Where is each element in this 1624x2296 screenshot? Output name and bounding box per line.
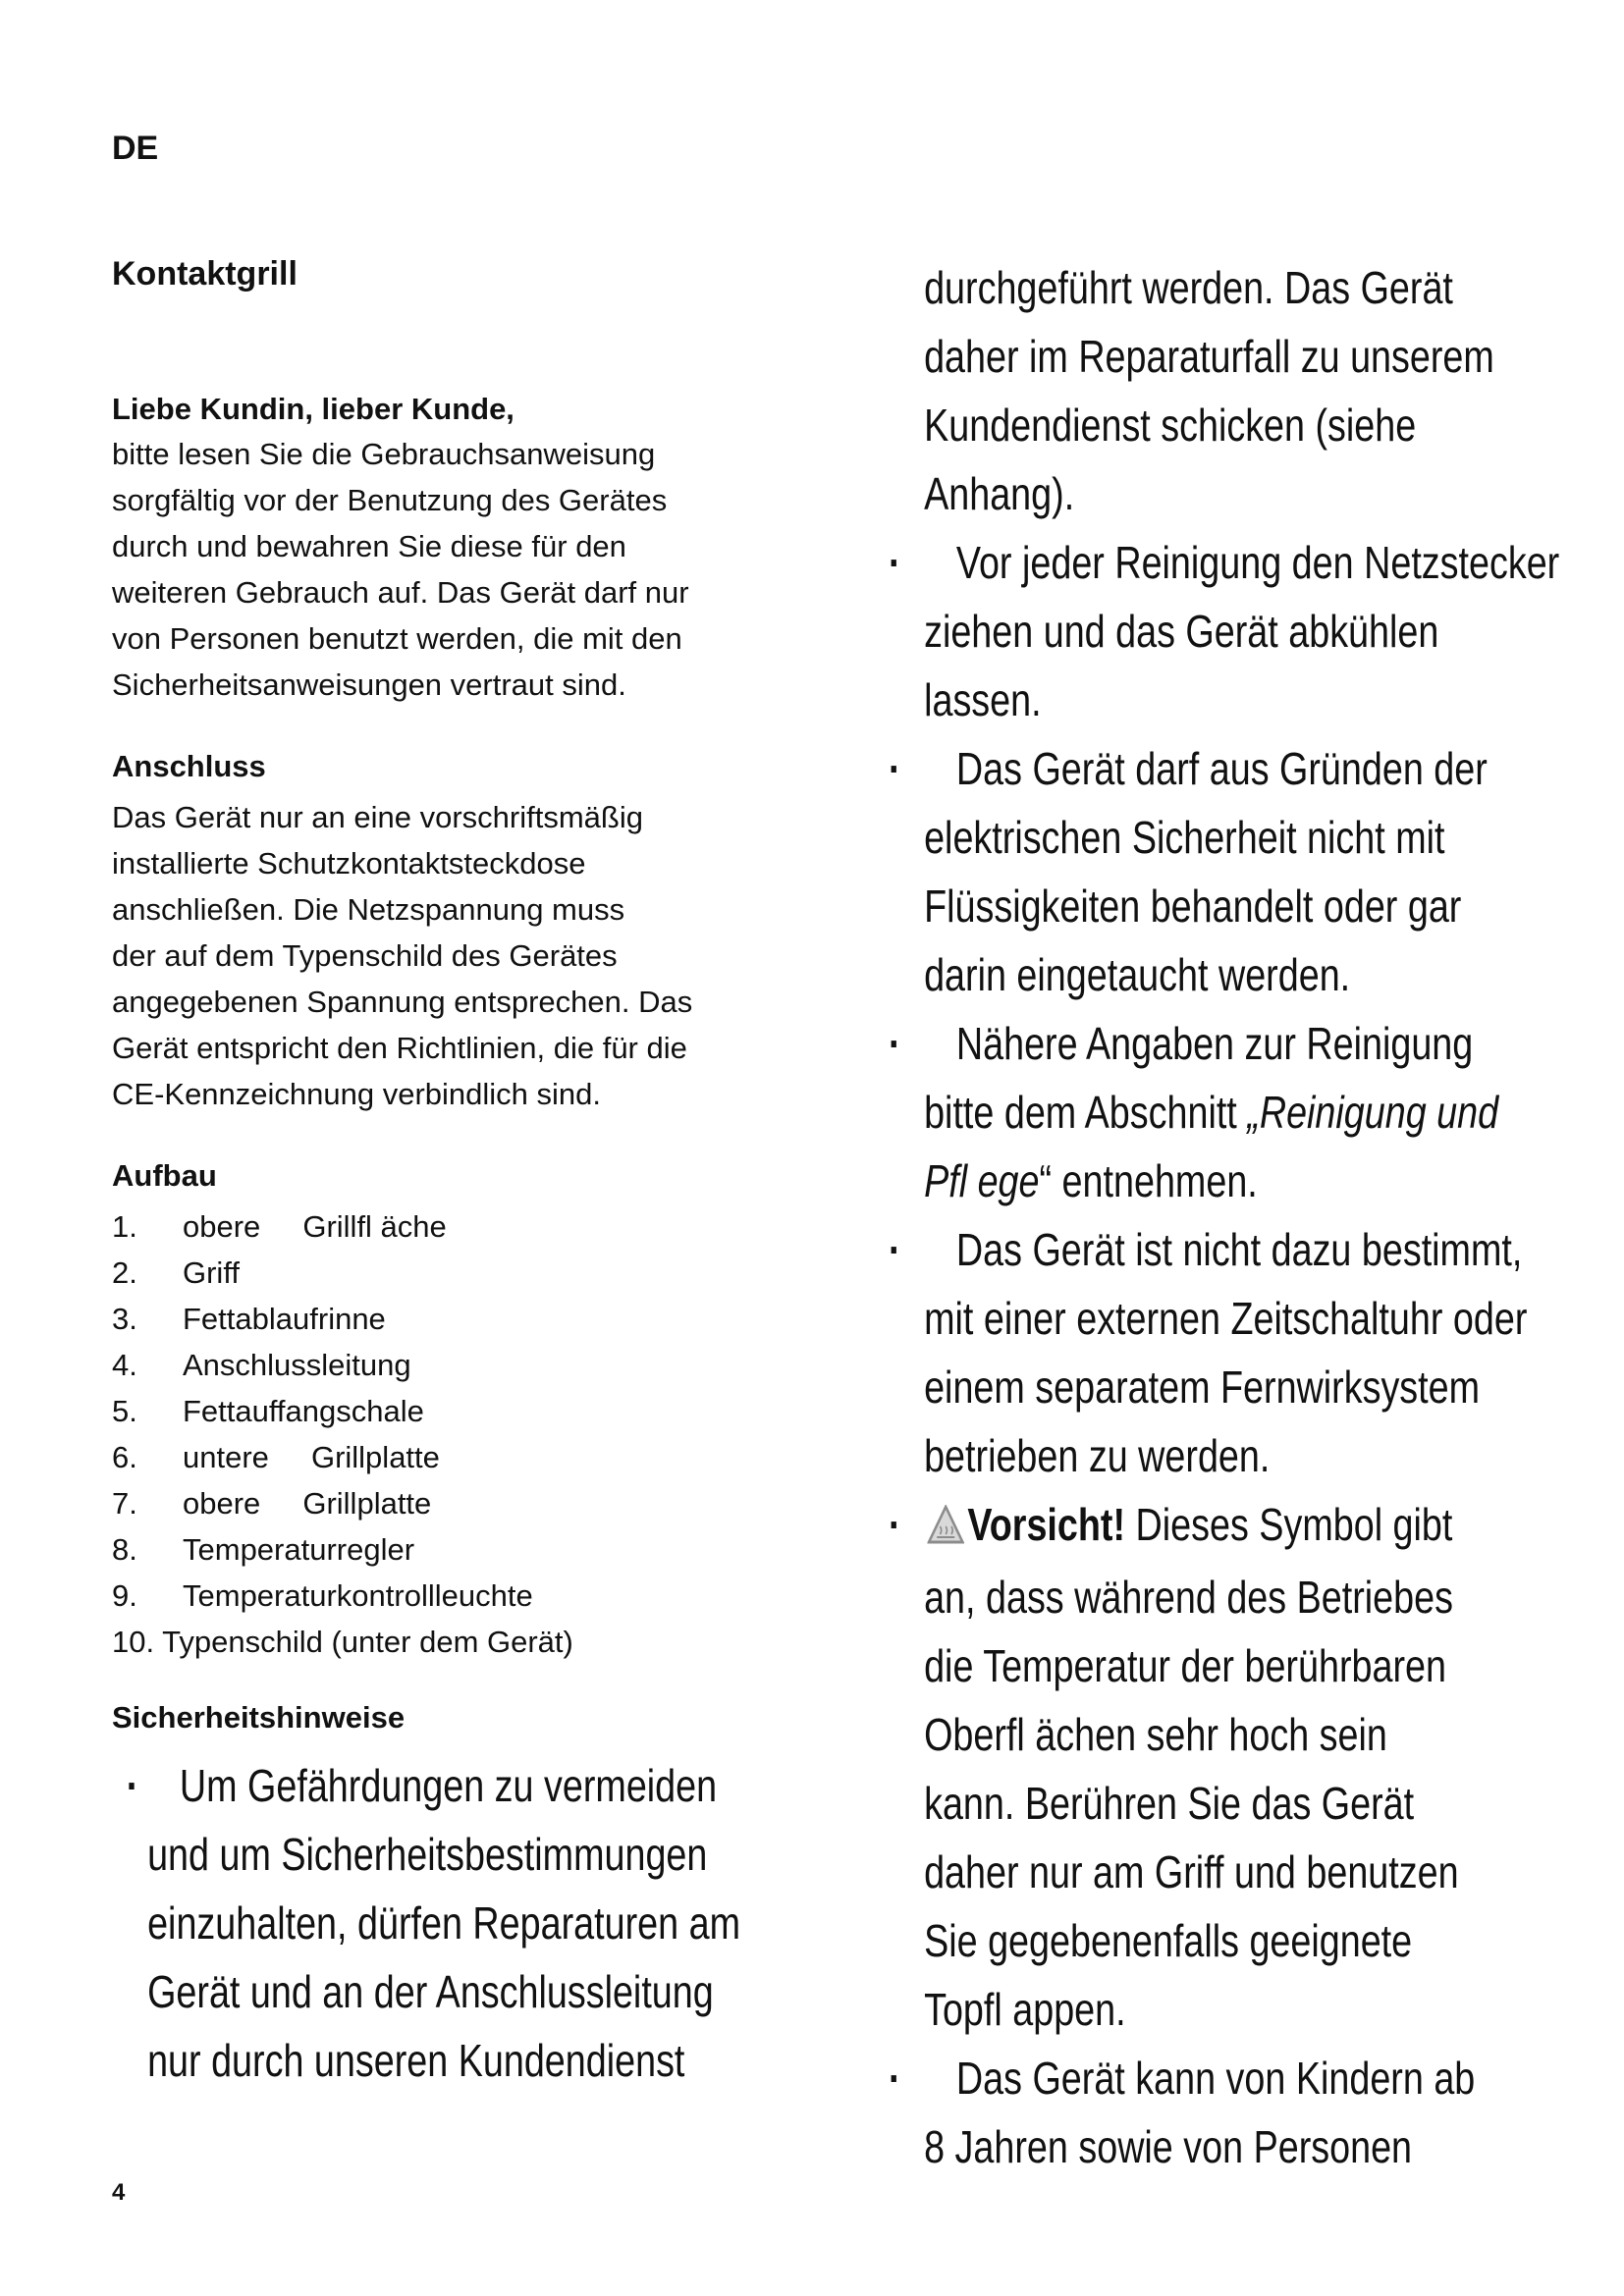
safety-line: Um Gefährdungen zu vermeiden [179,1760,718,1811]
item-text: obere Grillfl äche [183,1209,447,1244]
safety-line: elektrischen Sicherheit nicht mit [924,812,1445,863]
safety-line: daher im Reparaturfall zu unserem [924,331,1494,382]
item-text: Anschlussleitung [183,1348,411,1382]
item-number: 6. [112,1440,137,1474]
hot-surface-warning-icon [927,1494,964,1563]
safety-line: lassen. [924,674,1042,725]
bullet-icon: · [889,743,901,794]
safety-line: betrieben zu werden. [924,1430,1271,1481]
safety-item-liquids [889,734,1597,1009]
caution-label: Vorsicht! [967,1499,1126,1550]
item-number: 5. [112,1394,137,1428]
list-item [112,1296,799,1342]
safety-line: 8 Jahren sowie von Personen [924,2121,1413,2172]
connection-line: Gerät entspricht den Richtlinien, die für die [112,1031,687,1065]
item-text: obere Grillplatte [183,1486,432,1521]
list-item [112,1250,799,1296]
page-title: Kontaktgrill [112,255,298,293]
list-item [112,1480,799,1526]
bullet-icon: · [889,1499,901,1550]
connection-line: installierte Schutzkontaktsteckdose [112,846,586,881]
safety-line [924,1078,1597,1147]
text-run: “ entnehmen. [1039,1155,1258,1206]
connection-line: CE-Kennzeichnung verbindlich sind. [112,1077,602,1111]
safety-line: Sie gegebenenfalls geeignete [924,1915,1413,1966]
list-item [112,1342,799,1388]
connection-section [112,739,799,1117]
item-text: Typenschild (unter dem Gerät) [162,1625,573,1659]
safety-line: Vor jeder Reinigung den Netzstecker [955,537,1560,588]
safety-line: durchgeführt werden. Das Gerät [924,262,1453,313]
safety-line: daher nur am Griff und benutzen [924,1846,1459,1897]
item-text: Temperaturkontrollleuchte [183,1578,533,1613]
item-text: Fettablaufrinne [183,1302,386,1336]
safety-line: einzuhalten, dürfen Reparaturen am [147,1897,740,1949]
list-item [112,1434,799,1480]
bullet-icon: · [889,2053,901,2104]
connection-line: Das Gerät nur an eine vorschriftsmäßig [112,800,643,834]
item-number: 8. [112,1532,137,1567]
safety-item-cleaning [889,1009,1597,1215]
item-number: 2. [112,1255,137,1290]
safety-line: Das Gerät darf aus Gründen der [955,743,1488,794]
item-number: 7. [112,1486,137,1521]
bullet-icon: · [889,1224,901,1275]
section-reference: Pfl ege [924,1155,1040,1206]
safety-line: mit einer externen Zeitschaltuhr oder [924,1293,1528,1344]
safety-section [112,1696,799,2095]
item-text: untere Grillplatte [183,1440,440,1474]
safety-line: Gerät und an der Anschlussleitung [147,1966,714,2017]
item-number: 1. [112,1209,137,1244]
item-text: Temperaturregler [183,1532,415,1567]
structure-section [112,1148,799,1665]
section-reference: „Reinigung und [1247,1087,1499,1138]
item-number: 9. [112,1578,137,1613]
item-text: Fettauffangschale [183,1394,424,1428]
intro-line: weiteren Gebrauch auf. Das Gerät darf nur [112,575,689,610]
intro-line: sorgfältig vor der Benutzung des Gerätes [112,483,668,517]
safety-heading: Sicherheitshinweise [112,1700,406,1735]
safety-line: kann. Berühren Sie das Gerät [924,1778,1415,1829]
text-run: bitte dem Abschnitt [924,1087,1248,1138]
safety-item-children [889,2044,1597,2181]
list-item [112,1573,799,1619]
intro-section [112,388,799,708]
item-text: Griff [183,1255,240,1290]
intro-line: von Personen benutzt werden, die mit den [112,621,682,656]
bullet-icon: · [889,537,901,588]
safety-line: Topfl appen. [924,1984,1126,2035]
intro-heading: Liebe Kundin, lieber Kunde, [112,392,514,426]
connection-line: angegebenen Spannung entsprechen. Das [112,985,693,1019]
safety-line: Anhang). [924,468,1075,519]
list-item [112,1619,799,1665]
intro-line: durch und bewahren Sie diese für den [112,529,626,563]
bullet-item [112,1751,804,2095]
page-number: 4 [112,2179,126,2206]
right-column [889,253,1597,2181]
safety-line: Flüssigkeiten behandelt oder gar [924,881,1462,932]
safety-line [924,1147,1597,1215]
connection-heading: Anschluss [112,749,266,783]
safety-line: Oberfl ächen sehr hoch sein [924,1709,1387,1760]
safety-line: einem separatem Fernwirksystem [924,1362,1481,1413]
bullet-icon: · [889,1018,901,1069]
intro-line: Sicherheitsanweisungen vertraut sind. [112,667,626,702]
left-column [112,388,799,2095]
connection-line: der auf dem Typenschild des Gerätes [112,938,618,973]
safety-item-repairs [112,1751,804,2095]
language-code: DE [112,130,159,167]
safety-item-repairs-continued [889,253,1597,528]
list-item [112,1526,799,1573]
safety-line [924,1490,1597,1563]
safety-item-caution [889,1490,1597,2044]
safety-line: Das Gerät ist nicht dazu bestimmt, [955,1224,1523,1275]
connection-line: anschließen. Die Netzspannung muss [112,892,625,927]
parts-list [112,1203,799,1665]
item-number: 10. [112,1625,155,1659]
safety-line: Kundendienst schicken (siehe [924,400,1417,451]
safety-line: Das Gerät kann von Kindern ab [955,2053,1476,2104]
list-item [112,1203,799,1250]
safety-line: an, dass während des Betriebes [924,1572,1453,1623]
safety-line: ziehen und das Gerät abkühlen [924,606,1439,657]
safety-line: darin eingetaucht werden. [924,949,1351,1000]
safety-line: nur durch unseren Kundendienst [147,2035,685,2086]
structure-heading: Aufbau [112,1158,217,1193]
safety-line: und um Sicherheitsbestimmungen [147,1829,708,1880]
intro-line: bitte lesen Sie die Gebrauchsanweisung [112,437,656,471]
item-number: 4. [112,1348,137,1382]
safety-item-timer [889,1215,1597,1490]
item-number: 3. [112,1302,137,1336]
bullet-icon: · [126,1760,139,1811]
safety-line: Nähere Angaben zur Reinigung [955,1018,1474,1069]
list-item [112,1388,799,1434]
safety-item-unplug [889,528,1597,734]
text-run: Dieses Symbol gibt [1125,1499,1453,1550]
safety-line: die Temperatur der berührbaren [924,1640,1446,1691]
